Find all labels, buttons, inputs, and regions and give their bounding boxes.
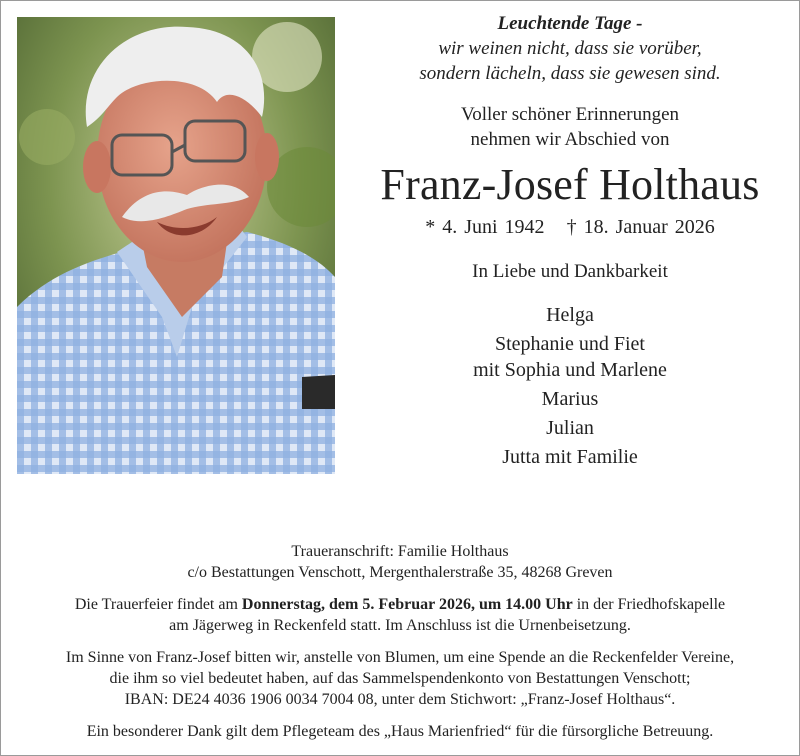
intro-line-2: nehmen wir Abschied von: [470, 129, 670, 150]
ceremony-text-1: Die Trauerfeier findet am: [74, 596, 242, 613]
birth-date: * 4. Juni 1942: [425, 216, 545, 238]
ceremony-text-2: in der Friedhofskapelle: [572, 596, 726, 613]
ceremony-line-1: [1, 594, 799, 615]
portrait-photo: [17, 17, 335, 474]
intro: [345, 102, 795, 152]
address-line-1: Traueranschrift: Familie Holthaus: [291, 543, 509, 560]
mourner: Stephanie und Fiet: [495, 333, 645, 355]
poem-title: Leuchtende Tage -: [497, 13, 643, 34]
ceremony-line-2: am Jägerweg in Reckenfeld statt. Im Anschluss ist die Urnenbeisetzung.: [169, 617, 631, 634]
life-dates: [345, 214, 795, 240]
poem-line-3: sondern lächeln, dass sie gewesen sind.: [419, 63, 721, 84]
thanks-line: Ein besonderer Dank gilt dem Pflegeteam des „Haus Marienfried“ für die fürsorgliche Betreuung.: [86, 723, 714, 740]
donation-line-2: die ihm so viel bedeutet haben, auf das Sammelspendenkonto von Bestattungen Venschott;: [109, 670, 691, 687]
death-date: † 18. Januar 2026: [566, 216, 715, 238]
deceased-name: Franz-Josef Holthaus: [380, 160, 760, 209]
mourner: mit Sophia und Marlene: [473, 359, 667, 381]
love-line: In Liebe und Dankbarkeit: [472, 261, 668, 282]
mourner: Helga: [546, 304, 594, 326]
mourner: Marius: [541, 388, 599, 410]
mourners-list: [345, 301, 795, 472]
ceremony-date: Donnerstag, dem 5. Februar 2026, um 14.00 Uhr: [241, 596, 573, 613]
intro-line-1: Voller schöner Erinnerungen: [460, 104, 680, 125]
donation-iban: IBAN: DE24 4036 1906 0034 7004 08, unter dem Stichwort: „Franz-Josef Holthaus“.: [124, 691, 676, 708]
address-line-2: c/o Bestattungen Venschott, Mergenthalerstraße 35, 48268 Greven: [187, 564, 613, 581]
mourner: Jutta mit Familie: [502, 446, 638, 468]
mourner: Julian: [546, 417, 594, 439]
notice-text: [345, 11, 795, 472]
poem-line-2: wir weinen nicht, dass sie vorüber,: [438, 38, 702, 59]
donation-line-1: Im Sinne von Franz-Josef bitten wir, anstelle von Blumen, um eine Spende an die Reckenfelder Vereine,: [65, 649, 735, 666]
notice-details: [1, 541, 799, 742]
poem: [345, 11, 795, 86]
